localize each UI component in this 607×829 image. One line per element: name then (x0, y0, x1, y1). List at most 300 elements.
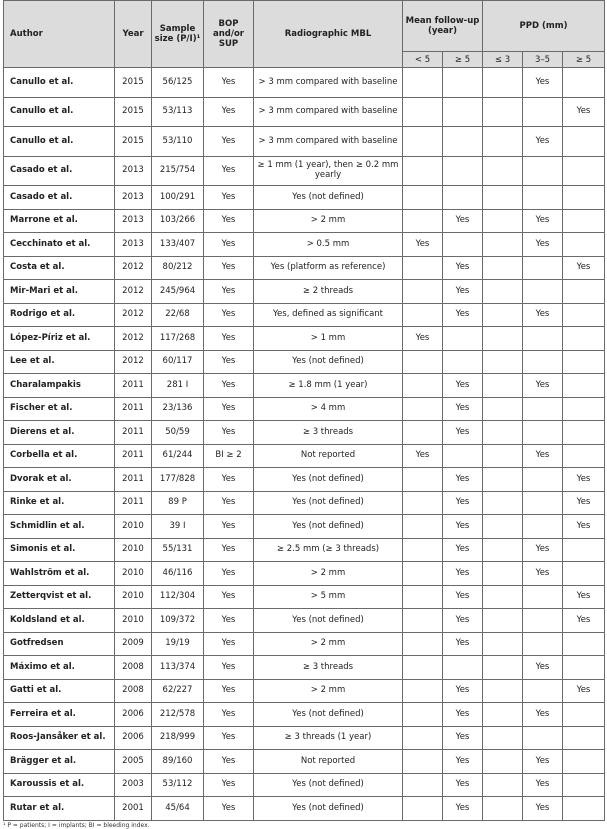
cell-author: Canullo et al. (4, 127, 115, 157)
subheader-followup-ge5: ≥ 5 (443, 52, 483, 68)
cell-radiographic-mbl: Yes (not defined) (254, 797, 403, 821)
cell-ppd-le3 (483, 421, 523, 445)
cell-ppd-3to5: Yes (523, 303, 563, 327)
cell-followup-lt5 (403, 703, 443, 727)
cell-bop: Yes (204, 397, 254, 421)
cell-followup-lt5 (403, 350, 443, 374)
cell-bop: Yes (204, 327, 254, 351)
cell-author: Canullo et al. (4, 97, 115, 127)
cell-followup-lt5 (403, 491, 443, 515)
cell-followup-lt5 (403, 773, 443, 797)
cell-ppd-3to5: Yes (523, 773, 563, 797)
cell-bop: Yes (204, 156, 254, 186)
subheader-followup-lt5: < 5 (403, 52, 443, 68)
cell-sample-size: 218/999 (152, 726, 204, 750)
cell-followup-lt5 (403, 209, 443, 233)
cell-ppd-le3 (483, 562, 523, 586)
table-row (4, 280, 605, 304)
cell-author: Dierens et al. (4, 421, 115, 445)
cell-followup-lt5 (403, 186, 443, 210)
cell-radiographic-mbl: Yes (not defined) (254, 468, 403, 492)
cell-year: 2011 (115, 444, 152, 468)
cell-ppd-ge5: Yes (563, 679, 605, 703)
cell-author: Canullo et al. (4, 68, 115, 98)
cell-ppd-ge5 (563, 280, 605, 304)
table-row (4, 97, 605, 127)
cell-ppd-le3 (483, 538, 523, 562)
table-row (4, 68, 605, 98)
cell-author: Cecchinato et al. (4, 233, 115, 257)
cell-author: Zetterqvist et al. (4, 585, 115, 609)
cell-radiographic-mbl: ≥ 3 threads (254, 421, 403, 445)
cell-followup-lt5 (403, 515, 443, 539)
cell-bop: Yes (204, 562, 254, 586)
header-mean-followup: Mean follow-up (year) (403, 1, 483, 52)
cell-radiographic-mbl: ≥ 1.8 mm (1 year) (254, 374, 403, 398)
cell-ppd-3to5: Yes (523, 127, 563, 157)
cell-year: 2010 (115, 562, 152, 586)
cell-followup-lt5 (403, 97, 443, 127)
cell-sample-size: 46/116 (152, 562, 204, 586)
cell-author: Simonis et al. (4, 538, 115, 562)
cell-author: Mir-Mari et al. (4, 280, 115, 304)
cell-bop: Yes (204, 233, 254, 257)
cell-ppd-ge5 (563, 750, 605, 774)
cell-sample-size: 56/125 (152, 68, 204, 98)
cell-followup-lt5 (403, 797, 443, 821)
cell-sample-size: 113/374 (152, 656, 204, 680)
cell-followup-ge5 (443, 327, 483, 351)
cell-author: Wahlström et al. (4, 562, 115, 586)
cell-ppd-le3 (483, 280, 523, 304)
cell-followup-lt5 (403, 280, 443, 304)
cell-ppd-3to5 (523, 679, 563, 703)
cell-ppd-3to5: Yes (523, 703, 563, 727)
cell-ppd-le3 (483, 156, 523, 186)
cell-followup-ge5: Yes (443, 256, 483, 280)
cell-ppd-ge5: Yes (563, 468, 605, 492)
cell-ppd-le3 (483, 256, 523, 280)
cell-followup-lt5 (403, 421, 443, 445)
cell-ppd-3to5: Yes (523, 374, 563, 398)
cell-ppd-le3 (483, 632, 523, 656)
cell-ppd-le3 (483, 797, 523, 821)
cell-radiographic-mbl: > 0.5 mm (254, 233, 403, 257)
cell-ppd-ge5 (563, 233, 605, 257)
cell-followup-lt5 (403, 68, 443, 98)
cell-year: 2012 (115, 327, 152, 351)
cell-followup-ge5: Yes (443, 491, 483, 515)
cell-ppd-ge5: Yes (563, 256, 605, 280)
cell-ppd-3to5 (523, 97, 563, 127)
cell-followup-lt5 (403, 750, 443, 774)
cell-followup-ge5: Yes (443, 515, 483, 539)
table-row (4, 632, 605, 656)
table-row (4, 256, 605, 280)
cell-ppd-3to5: Yes (523, 562, 563, 586)
cell-followup-ge5: Yes (443, 538, 483, 562)
cell-ppd-3to5 (523, 632, 563, 656)
cell-bop: Yes (204, 773, 254, 797)
cell-sample-size: 53/110 (152, 127, 204, 157)
cell-bop: Yes (204, 256, 254, 280)
cell-radiographic-mbl: > 2 mm (254, 209, 403, 233)
cell-author: Costa et al. (4, 256, 115, 280)
cell-followup-lt5 (403, 303, 443, 327)
cell-year: 2013 (115, 156, 152, 186)
cell-year: 2009 (115, 632, 152, 656)
cell-ppd-le3 (483, 233, 523, 257)
header-year: Year (115, 1, 152, 68)
cell-radiographic-mbl: > 2 mm (254, 632, 403, 656)
cell-year: 2010 (115, 538, 152, 562)
cell-author: Gotfredsen (4, 632, 115, 656)
cell-year: 2013 (115, 209, 152, 233)
cell-ppd-3to5: Yes (523, 444, 563, 468)
cell-ppd-3to5 (523, 726, 563, 750)
cell-ppd-le3 (483, 209, 523, 233)
cell-year: 2005 (115, 750, 152, 774)
cell-followup-ge5 (443, 68, 483, 98)
table-row (4, 515, 605, 539)
cell-author: Koldsland et al. (4, 609, 115, 633)
table-row (4, 562, 605, 586)
cell-author: Dvorak et al. (4, 468, 115, 492)
header-author: Author (4, 1, 115, 68)
cell-ppd-le3 (483, 515, 523, 539)
cell-followup-lt5 (403, 538, 443, 562)
cell-author: Ferreira et al. (4, 703, 115, 727)
cell-bop: Yes (204, 585, 254, 609)
cell-bop: Yes (204, 515, 254, 539)
table-row (4, 797, 605, 821)
cell-followup-lt5 (403, 726, 443, 750)
cell-followup-lt5 (403, 374, 443, 398)
cell-radiographic-mbl: ≥ 2 threads (254, 280, 403, 304)
cell-year: 2011 (115, 491, 152, 515)
cell-followup-ge5 (443, 156, 483, 186)
cell-ppd-3to5 (523, 609, 563, 633)
cell-sample-size: 22/68 (152, 303, 204, 327)
cell-year: 2012 (115, 280, 152, 304)
cell-year: 2010 (115, 609, 152, 633)
cell-ppd-ge5 (563, 538, 605, 562)
table-row (4, 656, 605, 680)
cell-ppd-3to5: Yes (523, 68, 563, 98)
cell-ppd-le3 (483, 97, 523, 127)
cell-year: 2001 (115, 797, 152, 821)
cell-followup-ge5: Yes (443, 726, 483, 750)
table-row (4, 491, 605, 515)
cell-sample-size: 103/266 (152, 209, 204, 233)
cell-bop: Yes (204, 68, 254, 98)
cell-ppd-ge5: Yes (563, 97, 605, 127)
cell-year: 2008 (115, 679, 152, 703)
cell-author: Fischer et al. (4, 397, 115, 421)
cell-sample-size: 39 I (152, 515, 204, 539)
cell-followup-ge5: Yes (443, 374, 483, 398)
cell-followup-ge5: Yes (443, 303, 483, 327)
cell-ppd-3to5 (523, 256, 563, 280)
cell-author: Casado et al. (4, 156, 115, 186)
cell-author: Gatti et al. (4, 679, 115, 703)
table-row (4, 773, 605, 797)
cell-bop: BI ≥ 2 (204, 444, 254, 468)
cell-author: Rodrigo et al. (4, 303, 115, 327)
cell-year: 2013 (115, 233, 152, 257)
cell-ppd-le3 (483, 609, 523, 633)
cell-year: 2011 (115, 374, 152, 398)
cell-year: 2015 (115, 68, 152, 98)
cell-year: 2008 (115, 656, 152, 680)
table-row (4, 703, 605, 727)
cell-ppd-ge5 (563, 797, 605, 821)
cell-followup-ge5 (443, 656, 483, 680)
cell-radiographic-mbl: > 3 mm compared with baseline (254, 68, 403, 98)
cell-author: Rinke et al. (4, 491, 115, 515)
cell-ppd-3to5 (523, 327, 563, 351)
cell-ppd-ge5 (563, 726, 605, 750)
cell-radiographic-mbl: > 5 mm (254, 585, 403, 609)
cell-sample-size: 62/227 (152, 679, 204, 703)
header-radiographic-mbl: Radiographic MBL (254, 1, 403, 68)
cell-followup-ge5: Yes (443, 280, 483, 304)
cell-ppd-ge5 (563, 397, 605, 421)
cell-ppd-3to5 (523, 421, 563, 445)
cell-ppd-3to5: Yes (523, 233, 563, 257)
cell-year: 2006 (115, 703, 152, 727)
cell-ppd-ge5 (563, 632, 605, 656)
cell-bop: Yes (204, 491, 254, 515)
cell-radiographic-mbl: Not reported (254, 444, 403, 468)
cell-ppd-ge5 (563, 303, 605, 327)
cell-sample-size: 100/291 (152, 186, 204, 210)
subheader-ppd-ge5: ≥ 5 (563, 52, 605, 68)
cell-bop: Yes (204, 303, 254, 327)
cell-bop: Yes (204, 632, 254, 656)
cell-year: 2012 (115, 350, 152, 374)
cell-followup-lt5 (403, 256, 443, 280)
cell-radiographic-mbl: Yes (not defined) (254, 609, 403, 633)
table-row (4, 726, 605, 750)
cell-radiographic-mbl: > 3 mm compared with baseline (254, 127, 403, 157)
cell-bop: Yes (204, 538, 254, 562)
cell-followup-ge5 (443, 233, 483, 257)
table-row (4, 538, 605, 562)
cell-author: Schmidlin et al. (4, 515, 115, 539)
table-container (3, 0, 604, 829)
cell-followup-ge5: Yes (443, 679, 483, 703)
subheader-ppd-3to5: 3–5 (523, 52, 563, 68)
cell-author: Brägger et al. (4, 750, 115, 774)
table-row (4, 327, 605, 351)
cell-radiographic-mbl: ≥ 1 mm (1 year), then ≥ 0.2 mm yearly (254, 156, 403, 186)
cell-followup-ge5: Yes (443, 703, 483, 727)
cell-followup-lt5 (403, 679, 443, 703)
cell-ppd-le3 (483, 468, 523, 492)
cell-year: 2015 (115, 97, 152, 127)
cell-ppd-le3 (483, 491, 523, 515)
table-footnote: ¹ P = patients; I = implants; BI = bleeding index. (3, 821, 150, 829)
cell-ppd-ge5 (563, 350, 605, 374)
cell-sample-size: 61/244 (152, 444, 204, 468)
cell-ppd-ge5: Yes (563, 515, 605, 539)
table-row (4, 374, 605, 398)
table-row (4, 444, 605, 468)
table-row (4, 397, 605, 421)
cell-ppd-ge5 (563, 156, 605, 186)
table-row (4, 679, 605, 703)
cell-ppd-ge5 (563, 127, 605, 157)
cell-bop: Yes (204, 280, 254, 304)
cell-ppd-ge5: Yes (563, 609, 605, 633)
cell-author: Lee et al. (4, 350, 115, 374)
cell-ppd-3to5: Yes (523, 750, 563, 774)
cell-sample-size: 50/59 (152, 421, 204, 445)
cell-bop: Yes (204, 750, 254, 774)
cell-sample-size: 19/19 (152, 632, 204, 656)
cell-bop: Yes (204, 209, 254, 233)
cell-bop: Yes (204, 127, 254, 157)
cell-ppd-le3 (483, 350, 523, 374)
cell-followup-ge5: Yes (443, 209, 483, 233)
cell-ppd-ge5 (563, 421, 605, 445)
cell-followup-lt5 (403, 397, 443, 421)
cell-ppd-le3 (483, 68, 523, 98)
cell-ppd-3to5: Yes (523, 538, 563, 562)
cell-bop: Yes (204, 186, 254, 210)
cell-bop: Yes (204, 97, 254, 127)
cell-bop: Yes (204, 703, 254, 727)
cell-sample-size: 117/268 (152, 327, 204, 351)
cell-followup-lt5 (403, 468, 443, 492)
cell-year: 2013 (115, 186, 152, 210)
header-row (4, 1, 605, 52)
cell-sample-size: 53/113 (152, 97, 204, 127)
cell-ppd-ge5 (563, 773, 605, 797)
cell-ppd-ge5: Yes (563, 491, 605, 515)
cell-followup-ge5: Yes (443, 562, 483, 586)
subheader-ppd-le3: ≤ 3 (483, 52, 523, 68)
cell-ppd-le3 (483, 444, 523, 468)
cell-ppd-ge5 (563, 374, 605, 398)
cell-year: 2010 (115, 585, 152, 609)
cell-ppd-ge5 (563, 656, 605, 680)
cell-ppd-le3 (483, 679, 523, 703)
cell-ppd-ge5 (563, 444, 605, 468)
cell-radiographic-mbl: > 4 mm (254, 397, 403, 421)
cell-ppd-ge5 (563, 327, 605, 351)
table-row (4, 303, 605, 327)
cell-followup-ge5: Yes (443, 585, 483, 609)
table-row (4, 186, 605, 210)
cell-bop: Yes (204, 374, 254, 398)
cell-ppd-3to5 (523, 515, 563, 539)
cell-ppd-le3 (483, 703, 523, 727)
cell-followup-lt5 (403, 562, 443, 586)
cell-sample-size: 89 P (152, 491, 204, 515)
cell-author: Casado et al. (4, 186, 115, 210)
header-sample-size: Sample size (P/I)¹ (152, 1, 204, 68)
cell-sample-size: 177/828 (152, 468, 204, 492)
cell-followup-ge5 (443, 186, 483, 210)
table-row (4, 209, 605, 233)
cell-year: 2010 (115, 515, 152, 539)
cell-radiographic-mbl: Yes (not defined) (254, 350, 403, 374)
cell-bop: Yes (204, 468, 254, 492)
cell-author: Marrone et al. (4, 209, 115, 233)
table-row (4, 156, 605, 186)
cell-radiographic-mbl: > 3 mm compared with baseline (254, 97, 403, 127)
cell-followup-lt5 (403, 632, 443, 656)
cell-year: 2011 (115, 421, 152, 445)
cell-followup-ge5: Yes (443, 468, 483, 492)
cell-ppd-le3 (483, 127, 523, 157)
table-body (4, 68, 605, 821)
cell-radiographic-mbl: > 2 mm (254, 679, 403, 703)
cell-ppd-3to5: Yes (523, 797, 563, 821)
cell-ppd-le3 (483, 327, 523, 351)
table-header (4, 1, 605, 68)
cell-author: Rutar et al. (4, 797, 115, 821)
cell-ppd-ge5 (563, 703, 605, 727)
cell-ppd-3to5 (523, 280, 563, 304)
cell-bop: Yes (204, 609, 254, 633)
cell-ppd-le3 (483, 374, 523, 398)
cell-radiographic-mbl: Not reported (254, 750, 403, 774)
cell-sample-size: 55/131 (152, 538, 204, 562)
cell-bop: Yes (204, 679, 254, 703)
cell-followup-ge5: Yes (443, 421, 483, 445)
cell-ppd-le3 (483, 773, 523, 797)
cell-sample-size: 281 I (152, 374, 204, 398)
cell-sample-size: 23/136 (152, 397, 204, 421)
cell-ppd-le3 (483, 585, 523, 609)
cell-radiographic-mbl: Yes (not defined) (254, 703, 403, 727)
cell-followup-lt5: Yes (403, 327, 443, 351)
table-row (4, 750, 605, 774)
cell-ppd-le3 (483, 303, 523, 327)
table-row (4, 421, 605, 445)
table-row (4, 585, 605, 609)
cell-year: 2011 (115, 468, 152, 492)
cell-bop: Yes (204, 726, 254, 750)
cell-followup-lt5: Yes (403, 233, 443, 257)
cell-year: 2011 (115, 397, 152, 421)
cell-ppd-3to5 (523, 468, 563, 492)
cell-author: Corbella et al. (4, 444, 115, 468)
cell-radiographic-mbl: ≥ 3 threads (1 year) (254, 726, 403, 750)
cell-author: Charalampakis (4, 374, 115, 398)
cell-followup-lt5 (403, 156, 443, 186)
cell-sample-size: 245/964 (152, 280, 204, 304)
cell-radiographic-mbl: > 1 mm (254, 327, 403, 351)
cell-ppd-le3 (483, 186, 523, 210)
table-row (4, 127, 605, 157)
cell-ppd-3to5 (523, 186, 563, 210)
cell-followup-ge5: Yes (443, 797, 483, 821)
cell-followup-ge5: Yes (443, 750, 483, 774)
cell-ppd-3to5 (523, 156, 563, 186)
cell-sample-size: 53/112 (152, 773, 204, 797)
cell-ppd-3to5 (523, 350, 563, 374)
cell-author: Máximo et al. (4, 656, 115, 680)
cell-followup-ge5 (443, 97, 483, 127)
cell-radiographic-mbl: Yes (not defined) (254, 773, 403, 797)
cell-sample-size: 112/304 (152, 585, 204, 609)
header-ppd: PPD (mm) (483, 1, 605, 52)
cell-followup-ge5: Yes (443, 773, 483, 797)
